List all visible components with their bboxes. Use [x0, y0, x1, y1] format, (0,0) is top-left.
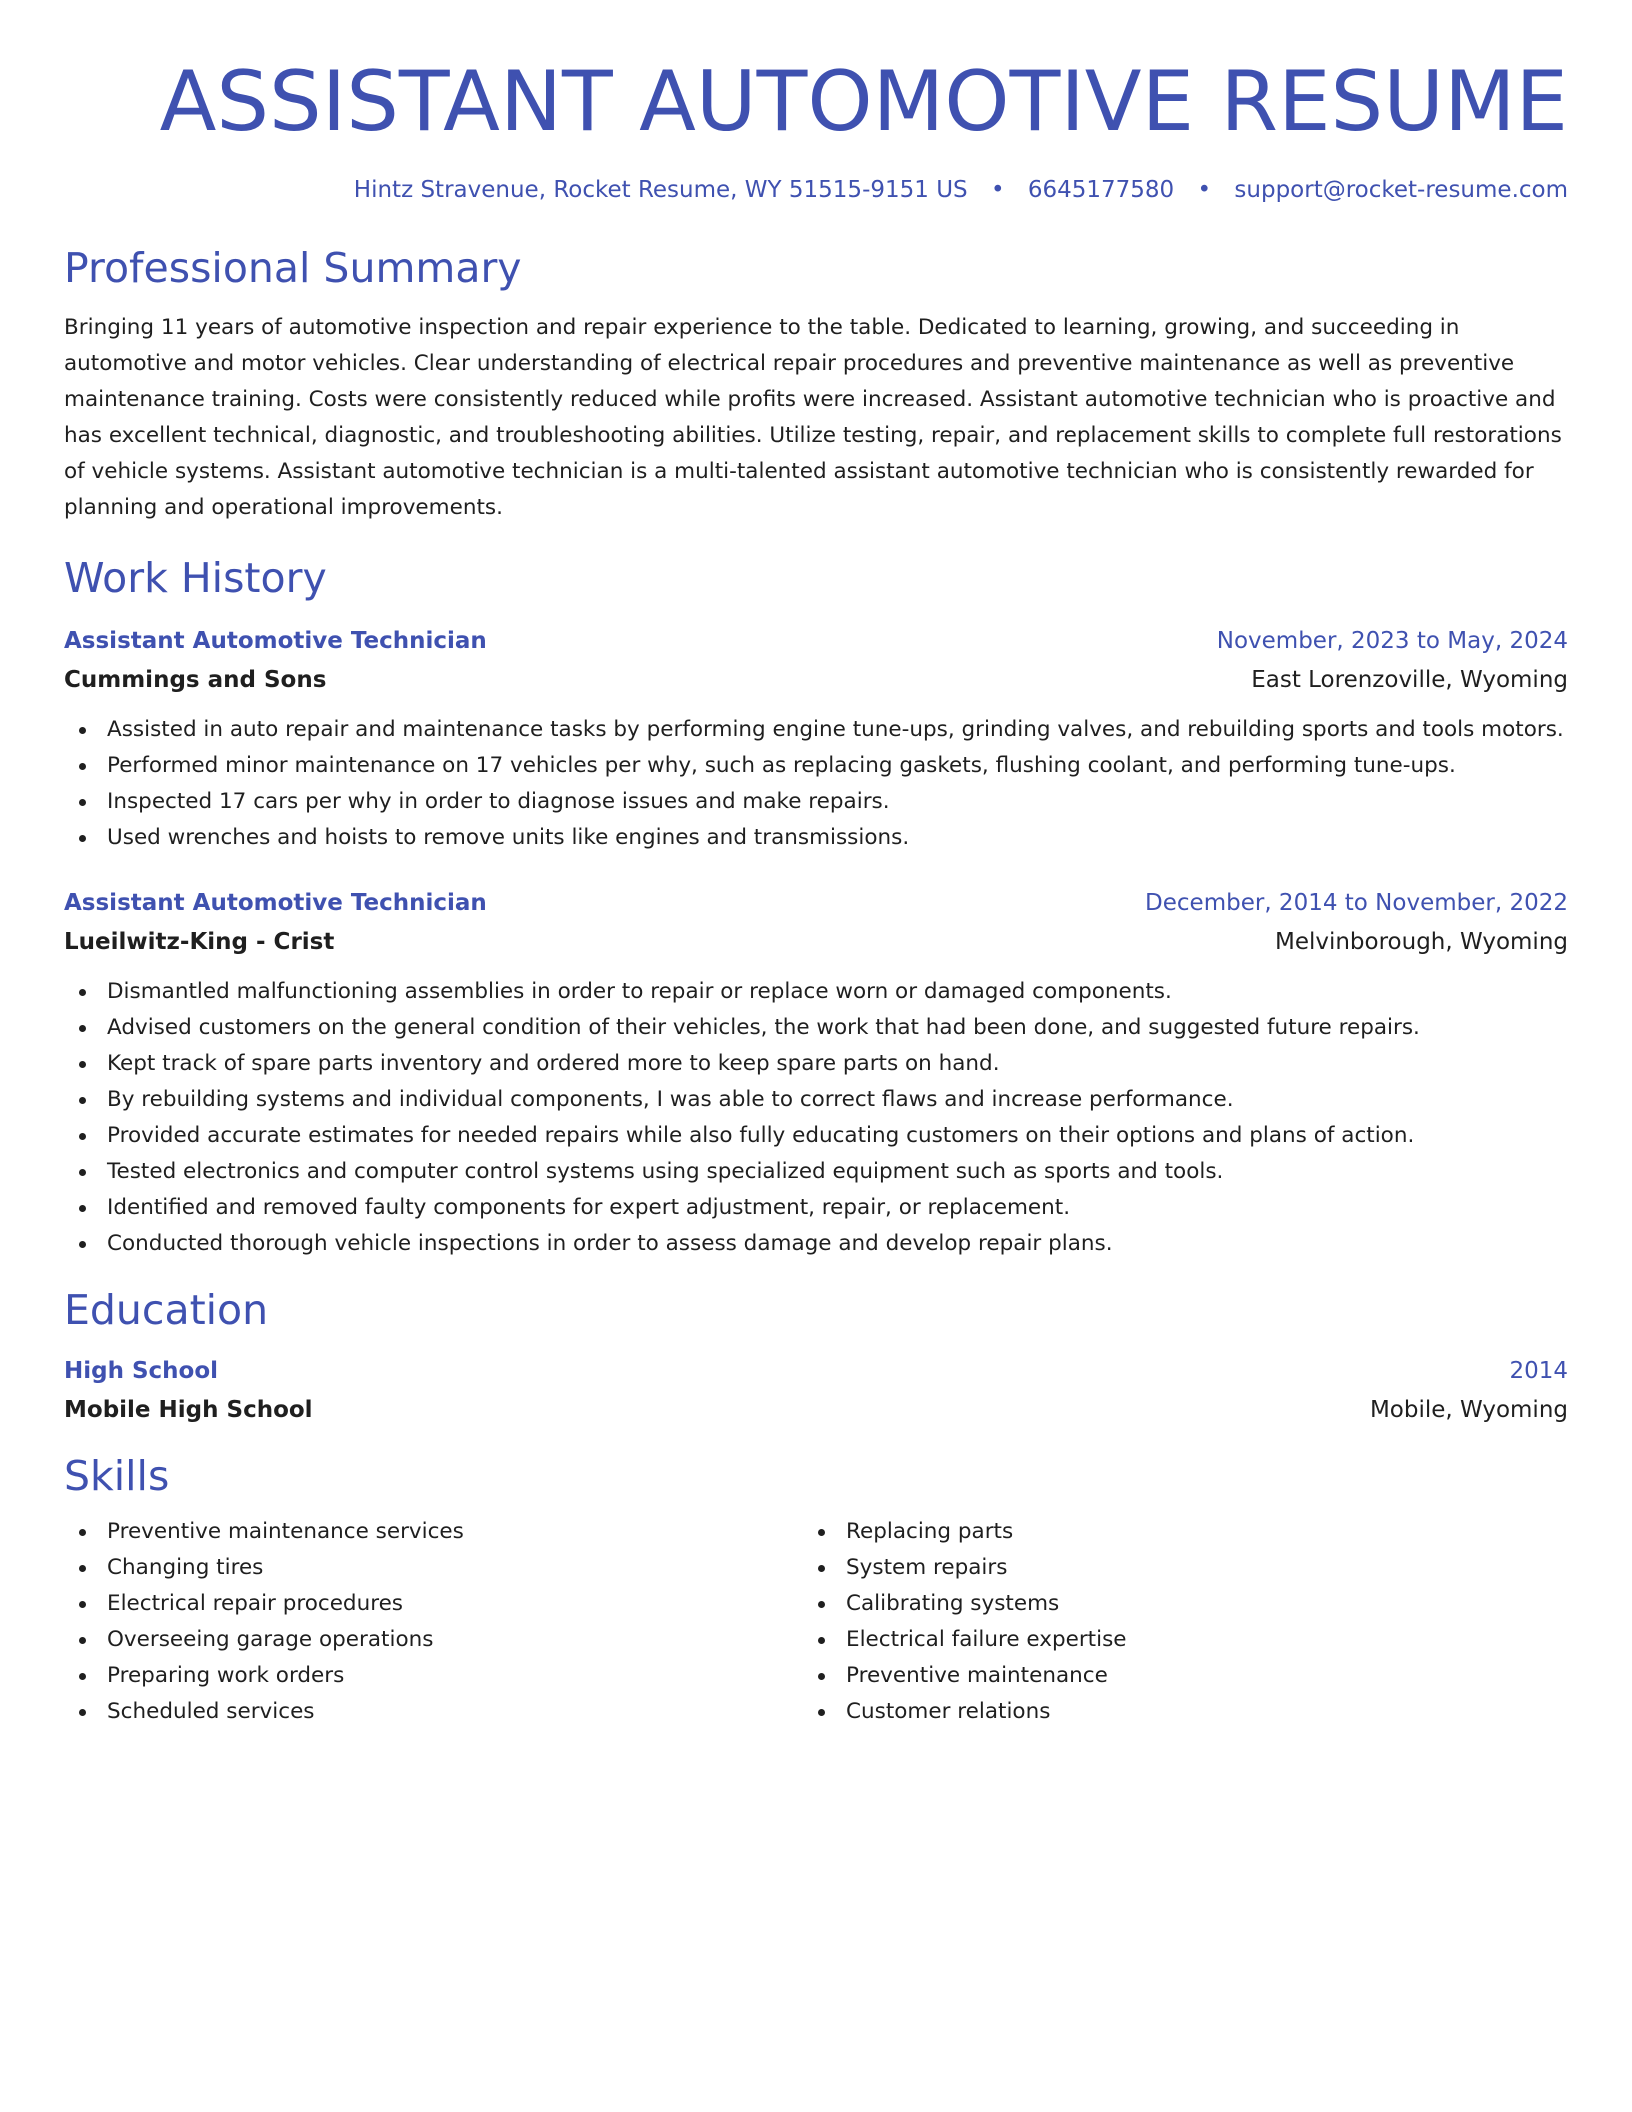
job-header-row — [64, 622, 1568, 660]
job-bullet-text: Inspected 17 cars per why in order to diagnose issues and make repairs. — [107, 789, 890, 814]
skills-list — [64, 1514, 803, 1730]
job-dates: December, 2014 to November, 2022 — [1145, 890, 1568, 916]
contact-separator: • — [990, 177, 1005, 203]
skill-item — [803, 1622, 1542, 1658]
bullet-dot-icon — [818, 1601, 825, 1608]
job-bullet-text: Kept track of spare parts inventory and ordered more to keep spare parts on hand. — [107, 1051, 1000, 1076]
job-bullet — [64, 820, 1568, 856]
bullet-dot-icon — [79, 835, 86, 842]
bullet-dot-icon — [79, 1025, 86, 1032]
bullet-dot-icon — [79, 1601, 86, 1608]
job-entry — [64, 622, 1568, 856]
job-bullet-text: Used wrenches and hoists to remove units like engines and transmissions. — [107, 825, 910, 850]
job-entry — [64, 884, 1568, 1262]
bullet-dot-icon — [79, 1565, 86, 1572]
education-school: Mobile High School — [64, 1397, 313, 1423]
bullet-dot-icon — [79, 1529, 86, 1536]
job-bullets — [64, 712, 1568, 856]
job-bullets — [64, 974, 1568, 1262]
bullet-dot-icon — [818, 1565, 825, 1572]
skill-text: Overseeing garage operations — [107, 1627, 434, 1652]
job-role: Assistant Automotive Technician — [64, 890, 487, 916]
skill-item — [64, 1586, 803, 1622]
bullet-dot-icon — [818, 1673, 825, 1680]
skill-text: Preventive maintenance services — [107, 1519, 464, 1544]
bullet-dot-icon — [79, 1637, 86, 1644]
skill-text: Electrical repair procedures — [107, 1591, 404, 1616]
education-year: 2014 — [1509, 1358, 1568, 1384]
job-bullet — [64, 1118, 1568, 1154]
job-bullet — [64, 974, 1568, 1010]
skill-text: Calibrating systems — [846, 1591, 1060, 1616]
bullet-dot-icon — [79, 1061, 86, 1068]
skill-item — [64, 1550, 803, 1586]
summary-heading: Professional Summary — [64, 244, 522, 292]
job-location: East Lorenzoville, Wyoming — [1251, 667, 1568, 693]
bullet-dot-icon — [79, 1133, 86, 1140]
job-location: Melvinborough, Wyoming — [1274, 929, 1568, 955]
education-location: Mobile, Wyoming — [1369, 1397, 1568, 1423]
job-company: Cummings and Sons — [64, 667, 327, 693]
skills-grid — [64, 1514, 1568, 1730]
job-bullet — [64, 1190, 1568, 1226]
bullet-dot-icon — [79, 763, 86, 770]
bullet-dot-icon — [79, 1241, 86, 1248]
job-bullet — [64, 1154, 1568, 1190]
skill-text: Preventive maintenance — [846, 1663, 1108, 1688]
bullet-dot-icon — [79, 1169, 86, 1176]
skill-item — [64, 1658, 803, 1694]
job-bullet-text: Tested electronics and computer control systems using specialized equipment such as sports and tools. — [107, 1159, 1224, 1184]
bullet-dot-icon — [79, 1205, 86, 1212]
bullet-dot-icon — [79, 1097, 86, 1104]
skill-text: Preparing work orders — [107, 1663, 345, 1688]
bullet-dot-icon — [818, 1529, 825, 1536]
job-bullet-text: Conducted thorough vehicle inspections in order to assess damage and develop repair plans. — [107, 1231, 1113, 1256]
summary-text: Bringing 11 years of automotive inspection and repair experience to the table. Dedicated to learning, growing, and succeeding in automotive and motor vehicles. Clear understanding of electrical repair procedures and preventive maintenance as well as preventive maintenance training. Costs were consistently reduced while profits were increased. Assistant automotive technician who is proactive and has excellent technical, diagnostic, and troubleshooting abilities. Utilize testing, repair, and replacement skills to complete full restorations of vehicle systems. Assistant automotive technician is a multi-talented assistant automotive technician who is consistently rewarded for planning and operational improvements. — [64, 315, 1562, 520]
skill-item — [803, 1586, 1542, 1622]
job-dates: November, 2023 to May, 2024 — [1216, 628, 1568, 654]
skill-item — [803, 1550, 1542, 1586]
job-company-row — [64, 660, 1568, 700]
bullet-dot-icon — [79, 727, 86, 734]
job-bullet-text: Provided accurate estimates for needed repairs while also fully educating customers on their options and plans of action. — [107, 1123, 1415, 1148]
job-bullet-text: Advised customers on the general condition of their vehicles, the work that had been done, and suggested future repairs. — [107, 1015, 1420, 1040]
job-bullet-text: Assisted in auto repair and maintenance tasks by performing engine tune-ups, grinding valves, and rebuilding sports and tools motors. — [107, 717, 1564, 742]
job-bullet — [64, 748, 1568, 784]
job-role: Assistant Automotive Technician — [64, 628, 487, 654]
work-history-heading: Work History — [64, 554, 327, 602]
education-school-row — [64, 1390, 1568, 1430]
skill-item — [803, 1514, 1542, 1550]
job-bullet — [64, 712, 1568, 748]
education-entry — [64, 1352, 1568, 1430]
skill-item — [803, 1658, 1542, 1694]
job-company-row — [64, 922, 1568, 962]
bullet-dot-icon — [818, 1709, 825, 1716]
skill-text: Customer relations — [846, 1699, 1051, 1724]
skill-text: Scheduled services — [107, 1699, 315, 1724]
job-bullet — [64, 1082, 1568, 1118]
skill-item — [64, 1622, 803, 1658]
contact-separator: • — [1197, 177, 1212, 203]
bullet-dot-icon — [79, 1673, 86, 1680]
job-bullet — [64, 1010, 1568, 1046]
contact-phone: 6645177580 — [1027, 177, 1175, 203]
job-header-row — [64, 884, 1568, 922]
skills-column-left — [64, 1514, 803, 1730]
skills-column-right — [803, 1514, 1542, 1730]
contact-address: Hintz Stravenue, Rocket Resume, WY 51515-9151 US — [353, 177, 968, 203]
skills-list — [803, 1514, 1542, 1730]
skill-text: Electrical failure expertise — [846, 1627, 1127, 1652]
education-degree: High School — [64, 1358, 219, 1384]
education-header-row — [64, 1352, 1568, 1390]
contact-email: support@rocket-resume.com — [1234, 177, 1568, 203]
job-bullet-text: By rebuilding systems and individual components, I was able to correct flaws and increase performance. — [107, 1087, 1234, 1112]
job-bullet — [64, 1226, 1568, 1262]
bullet-dot-icon — [79, 989, 86, 996]
skills-heading: Skills — [64, 1452, 170, 1500]
contact-line — [64, 174, 1568, 206]
job-bullet — [64, 1046, 1568, 1082]
resume-title: ASSISTANT AUTOMOTIVE RESUME — [159, 53, 1568, 150]
education-heading: Education — [64, 1286, 269, 1334]
skill-text: Replacing parts — [846, 1519, 1014, 1544]
job-company: Lueilwitz-King - Crist — [64, 929, 335, 955]
job-bullet-text: Identified and removed faulty components for expert adjustment, repair, or replacement. — [107, 1195, 1071, 1220]
job-bullet-text: Dismantled malfunctioning assemblies in order to repair or replace worn or damaged components. — [107, 979, 1172, 1004]
bullet-dot-icon — [79, 799, 86, 806]
skill-text: Changing tires — [107, 1555, 264, 1580]
skill-item — [64, 1514, 803, 1550]
bullet-dot-icon — [79, 1709, 86, 1716]
bullet-dot-icon — [818, 1637, 825, 1644]
job-bullet-text: Performed minor maintenance on 17 vehicles per why, such as replacing gaskets, flushing coolant, and performing tune-ups. — [107, 753, 1456, 778]
skill-item — [64, 1694, 803, 1730]
skill-item — [803, 1694, 1542, 1730]
job-bullet — [64, 784, 1568, 820]
skill-text: System repairs — [846, 1555, 1008, 1580]
